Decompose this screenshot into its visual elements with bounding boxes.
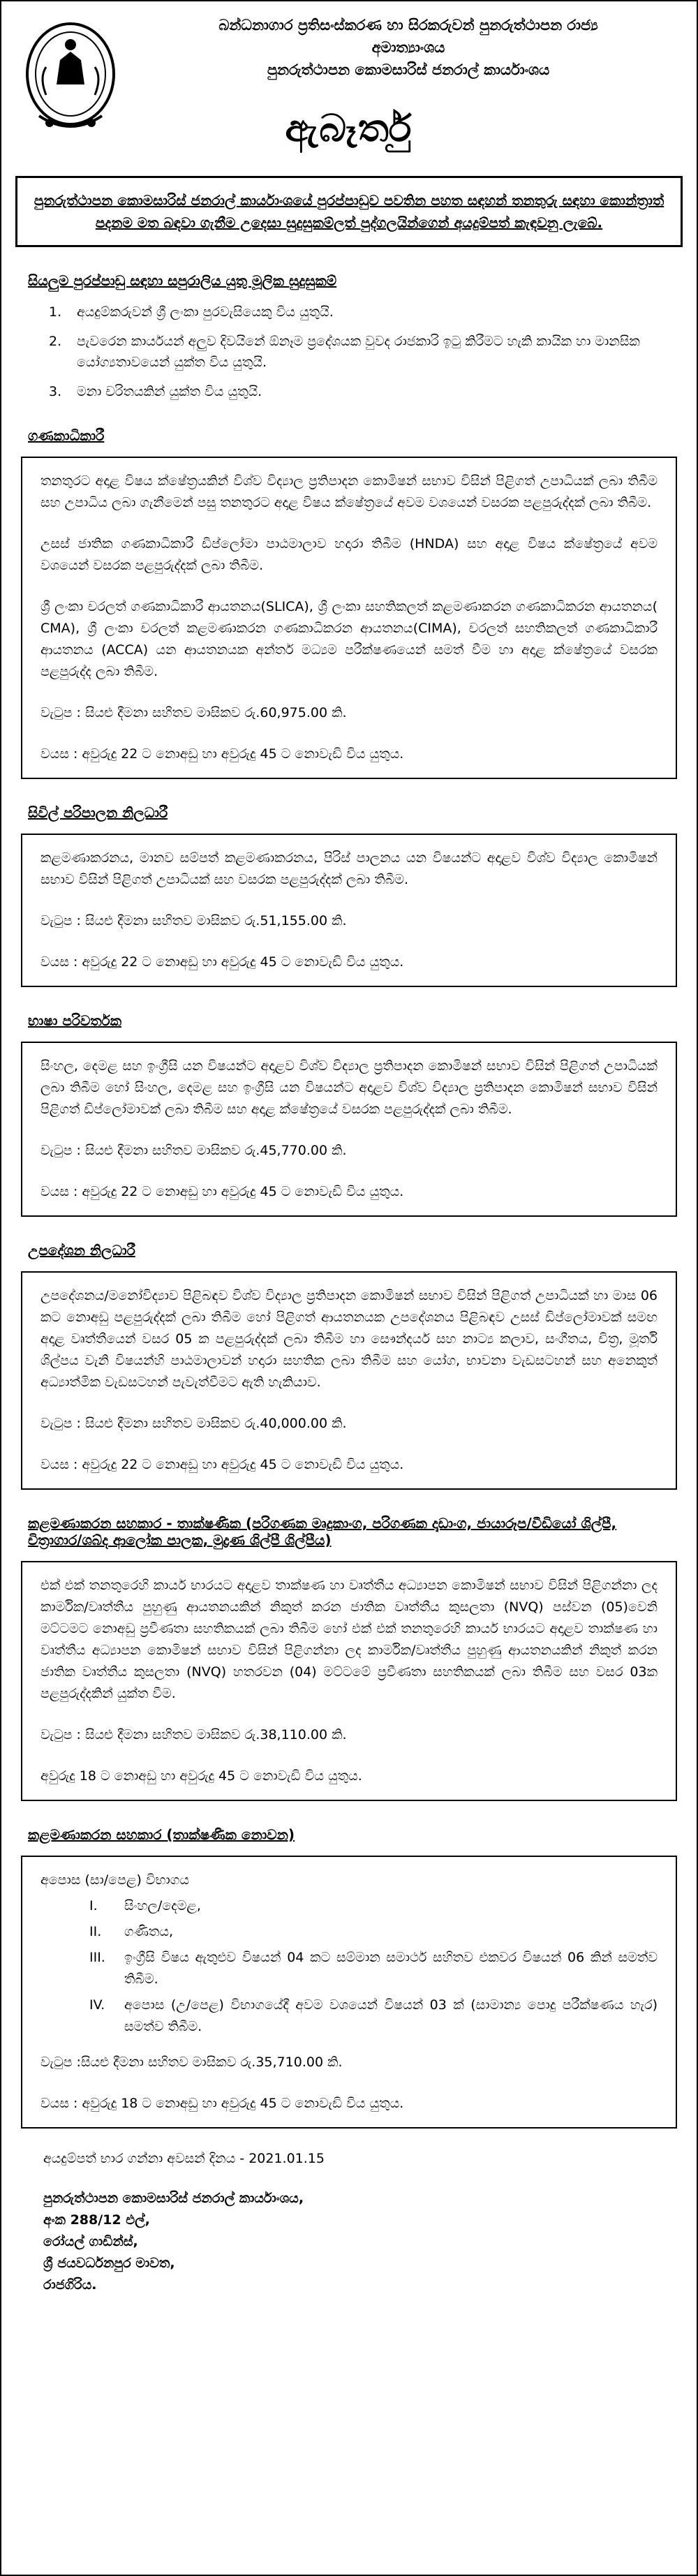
organization-name	[134, 14, 683, 81]
item-number: 2.	[49, 334, 62, 349]
post-section-counselling	[1, 1242, 697, 1259]
header	[1, 1, 697, 176]
item-number: 3.	[49, 384, 62, 399]
item-number: III.	[89, 1950, 105, 1965]
age-text: වයස : අවුරුදු 22 ට නොඅඩු හා අවුරුදු 45 ට නොවැඩි විය යුතුය.	[40, 1457, 404, 1472]
salary-text: වැටුප :සියළු දීමනා සහිතව මාසිකව රු.35,710.00 කි.	[40, 2055, 343, 2070]
qualification-text: උපදේශනය/මනෝවිද්‍යාව පිළිබඳව විශ්ව විද්‍යාල ප්‍රතිපාදන කොමිෂන් සභාව විසින් පිළිගත් උපාධියක් හා මාස 06 කට නොඅඩු පළපුරුද්දක් ලබා තිබීම හෝ පිළිගත් ආයතනයක උපදේශනය පිළිබඳව උසස් ඩිප්ලෝමාවක් සමඟ අදාළ වෘත්තීයෙන් වසර 05 ක පළපුරුද්දක් ලබා තිබීම හා සෞන්දර්ය සහ නාට්‍ය කලාව, සංගීතය, චිත්‍ර, මූර්ති ශිල්පය වැනි විෂයන්හි පාඨමාලාවන් හදාරා සහතික ලබා තිබීම සහ යෝග, භාවනා වැඩසටහන් සහ අනෙකුත් අධ්‍යාත්මික වැඩසටහන් පැවැත්වීමට ඇති හැකියාව.	[40, 1288, 658, 1390]
age-text: අවුරුදු 18 ට නොඅඩු හා අවුරුදු 45 ට නොවැඩි විය යුතුය.	[40, 1768, 362, 1784]
general-requirements-title: සියලුම පුරප්පාඩු සඳහා සපුරාලිය යුතු මූලික සුදුසුකම්	[28, 272, 337, 289]
post-title: සිවිල් පරිපාලන නිලධාරී	[28, 804, 168, 821]
general-requirements	[1, 272, 697, 402]
list-item	[89, 1921, 658, 1943]
post-title: කළමණාකරන සහකාර (තාක්ෂණික නොවන)	[28, 1826, 295, 1843]
postal-address	[43, 2188, 655, 2296]
salary-text: වැටුප : සියළු දීමනා සහිතව මාසිකව රු.51,155.00 කි.	[40, 913, 347, 928]
salary-text: වැටුප : සියළු දීමනා සහිතව මාසිකව රු.40,000.00 කි.	[40, 1416, 347, 1431]
item-text: අපොස (උ/පෙළ) විභාගයේදී අවම වශයෙන් විෂයන් 03 ක් (සාමාන්‍ය පොදු පරීක්ෂණය හැර) සමත්ව තිබීම.	[124, 1997, 658, 2034]
address-line: අංක 288/12 එල්,	[43, 2212, 150, 2228]
list-item	[49, 331, 670, 373]
item-text: මනා චරිතයකින් යුක්ත විය යුතුයි.	[77, 384, 262, 399]
post-section-ma-non-technical	[1, 1826, 697, 1843]
page-title: ඇබෑර්තු	[285, 106, 413, 150]
address-line: රෝයල් ගාඩින්ස්,	[43, 2234, 138, 2249]
salary-text: වැටුප : සියළු දීමනා සහිතව මාසිකව රු.60,975.00 කි.	[40, 705, 347, 720]
list-item	[49, 302, 670, 323]
age-text: වයස : අවුරුදු 22 ට නොඅඩු හා අවුරුදු 45 ට නොවැඩි විය යුතුය.	[40, 746, 404, 762]
intro-notice: පුනරුත්ථාපන කොමසාරිස් ජනරාල් කාර්යාංශයේ පුරප්පාඩුව පවතින පහත සඳහන් තනතුරු සඳහා කොන්ත්‍රාත් පදනම මත බඳවා ගැනීම උදෙසා සුදුසුකම්ලත් පුද්ගලයින්ගෙන් අයදුම්පත් කැඳවනු ලැබේ.	[15, 176, 683, 247]
qualification-text: උසස් ජාතික ගණකාධිකාරී ඩිප්ලෝමා පාඨමාලාව හදාරා තිබීම (HNDA) සහ අදාළ විෂය ක්ෂේත්‍රයේ අවම වශයෙන් වසරක පළපුරුද්දක් ලබා තිබීම.	[40, 536, 658, 573]
post-details	[21, 1561, 677, 1801]
general-requirements-list	[28, 302, 670, 402]
address-line: රාජගිරිය.	[43, 2277, 97, 2293]
age-text: වයස : අවුරුදු 22 ට නොඅඩු හා අවුරුදු 45 ට නොවැඩි විය යුතුය.	[40, 954, 404, 970]
org-line-1: බන්ධනාගාර ප්‍රතිසංස්කරණ හා සිරකරුවන් පුනරුත්ථාපන රාජ්‍ය	[218, 17, 598, 34]
qualification-text: තනතුරට අදාළ විෂය ක්ෂේත්‍රයකින් විශ්ව විද්‍යාල ප්‍රතිපාදන කොමිෂන් සභාව විසින් පිළිගත් උපාධියක් ලබා තිබීම සහ උපාධිය ලබා ගැනීමෙන් පසු තනතුරට අදාළ විෂය ක්ෂේත්‍රයේ අවම වශයෙන් වසරක පළපුරුද්දක් ලබා තිබීම.	[40, 473, 658, 510]
item-number: I.	[89, 1898, 98, 1914]
post-details	[21, 1042, 677, 1217]
salary-text: වැටුප : සියළු දීමනා සහිතව මාසිකව රු.38,110.00 කි.	[40, 1727, 347, 1742]
item-text: පැවරෙන කාර්යයන් අලුව දිවයිනේ ඕනෑම ප්‍රදේශයක වුවද රාජකාරි ඉටු කිරීමට හැකි කායික හා මානසික යෝග්‍යතාවයෙන් යුක්ත විය යුතුයි.	[77, 334, 640, 370]
post-details	[21, 1271, 677, 1490]
qualification-text: ශ්‍රී ලංකා චරලත් ගණකාධිකාරී ආයතනය(SLICA), ශ්‍රී ලංකා සහතිකලත් කළමණාකරන ගණකාධිකරන ආයතනය( CMA), ශ්‍රී ලංකා චරලත් කළමණාකරන ගණකාධිකරන ආයතනය(CIMA), චරලත් සහතිකලත් ගණකාධිකාරී ආයතනය (ACCA) යන ආයතනයක අන්තර් මධ්‍යම පරීක්ෂණයෙන් සමත් වීම හා අදාළ ක්ෂේත්‍රයේ වසරක පළපුරුද්ද ලබා තිබීම.	[40, 599, 658, 679]
exam-requirements-list	[40, 1895, 658, 2038]
closing-date: අයදුම්පත් භාර ගන්නා අවසන් දිනය - 2021.01.15	[43, 2151, 325, 2166]
post-title: කළමණාකරන සහකාර - තාක්ෂණික (පරිගණක මෘදුකාංග, පරිගණක දෘඩාංග, ජායාරූප/වීඩියෝ ශිල්පී, චිත්‍රාගාර/ශබ්ද ආලෝක පාලක, මුද්‍රණ ශිල්පී ශිල්පීය)	[28, 1515, 617, 1548]
list-item	[89, 1895, 658, 1917]
list-item	[89, 1994, 658, 2038]
age-text: වයස : අවුරුදු 22 ට නොඅඩු හා අවුරුදු 45 ට නොවැඩි විය යුතුය.	[40, 1184, 404, 1199]
item-text: ඉංග්‍රීසි විෂය ඇතුළුව විෂයන් 04 කට සම්මාන සමාර්ථ සහිතව එකවර විෂයන් 06 කින් සමත්ව තිබීම.	[124, 1950, 658, 1987]
qualification-text: එක් එක් තනතුරෙහි කාර්ය භාරයට අදාළව තාක්ෂණ හා වෘත්තීය අධ්‍යාපන කොමිෂන් සභාව විසින් පිළිගන්නා ලද කාර්මික/වෘත්තීය පුහුණු ආයතනයකින් නිකුත් කරන ජාතික වෘත්තීය කුසලතා (NVQ) පස්වන (05)වෙනි මට්ටමට නොඅඩු ප්‍රවීණතා සහතිකයක් ලබා තිබීම හෝ එක් එක් තනතුරෙහි කාර්ය භාරයට අදාළව තාක්ෂණ හා වෘත්තීය අධ්‍යාපන කොමිෂන් සභාව විසින් පිළිගන්නා ලද කාර්මික/වෘත්තීය පුහුණු ආයතනයකින් නිකුත් කරන ජාතික වෘත්තීය කුසලතා (NVQ) හතරවන (04) මට්ටමේ ප්‍රවීණතා සහතිකයක් ලබා තිබීම සහ වසර 03ක පළපුරුද්දකින් යුක්ත වීම.	[40, 1578, 658, 1701]
post-details	[21, 834, 677, 987]
address-line: පුනරුත්ථාපන කොමසාරිස් ජනරාල් කාර්යාංශය,	[43, 2191, 304, 2206]
list-item	[49, 381, 670, 402]
post-details	[21, 457, 677, 779]
item-number: II.	[89, 1924, 102, 1939]
post-section-translator	[1, 1012, 697, 1029]
item-number: 1.	[49, 304, 62, 320]
list-item	[89, 1947, 658, 1990]
age-text: වයස : අවුරුදු 18 ට නොඅඩු හා අවුරුදු 45 ට නොවැඩි විය යුතුය.	[40, 2096, 404, 2111]
qualification-text: සිංහල, දෙමළ සහ ඉංග්‍රීසි යන විෂයන්ට අදාළව විශ්ව විද්‍යාල ප්‍රතිපාදන කොමිෂන් සභාව විසින් පිළිගත් උපාධියක් ලබා තිබීම හෝ සිංහල, දෙමළ සහ ඉංග්‍රීසි යන විෂයන්ට අදාළව විශ්ව විද්‍යාල ප්‍රතිපාදන කොමිෂන් සභාව විසින් පිළිගත් ඩිප්ලෝමාවක් ලබා තිබීම සහ අදාළ ක්ෂේත්‍රයේ වසරක පළපුරුද්දක් ලබා තිබීම.	[40, 1058, 658, 1117]
post-title: භාෂා පරිවර්තක	[28, 1012, 121, 1029]
footer	[1, 2141, 697, 2303]
post-section-civil-admin	[1, 804, 697, 821]
post-title: ගණකාධිකාරී	[28, 427, 105, 444]
qualification-text: කළමණාකරනය, මානව සම්පත් කළමණාකරනය, පිරිස් පාලනය යන විෂයන්ට අදාළව විශ්ව විද්‍යාල කොමිෂන් සභාව විසින් පිළිගත් උපාධියක් සහ වසරක පළපුරුද්දක් ලබා තිබීම.	[40, 850, 658, 887]
post-title: උපදේශන නිලධාරී	[28, 1242, 135, 1259]
item-text: අයදුම්කරුවන් ශ්‍රී ලංකා පුරවැසියෙකු විය යුතුයි.	[77, 304, 334, 320]
item-number: IV.	[89, 1997, 105, 2013]
salary-text: වැටුප : සියළු දීමනා සහිතව මාසිකව රු.45,770.00 කි.	[40, 1143, 347, 1158]
post-details	[21, 1856, 677, 2129]
post-section-accountant	[1, 427, 697, 444]
item-text: සිංහල/දෙමළ,	[124, 1898, 201, 1914]
org-line-3: පුනරුත්ථාපන කොමසාරිස් ජනරාල් කාර්යාංශය	[267, 61, 550, 78]
post-section-ma-technical	[1, 1515, 697, 1548]
item-text: ගණිතය,	[124, 1924, 174, 1939]
org-line-2: අමාත්‍යාංශය	[371, 39, 445, 56]
exam-lead: අපොස (සා/පෙළ) විභාගය	[40, 1872, 190, 1888]
address-line: ශ්‍රී ජයවර්ධනපුර මාවත,	[43, 2256, 175, 2271]
